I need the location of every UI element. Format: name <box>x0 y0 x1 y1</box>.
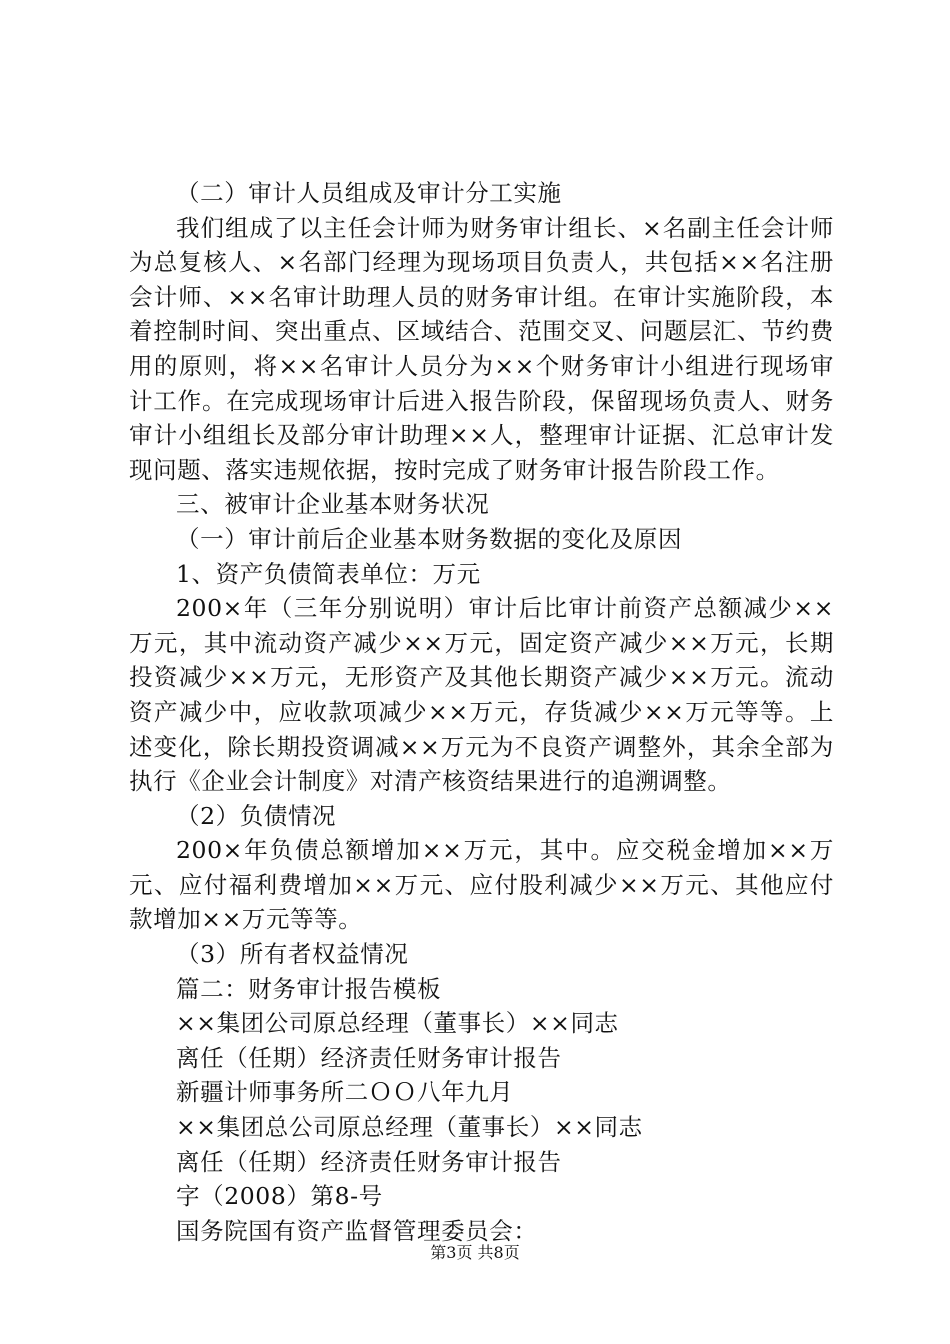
line-report-title-2: 离任（任期）经济责任财务审计报告 <box>176 1147 562 1176</box>
page-number-label: 第3页 共8页 <box>430 1243 520 1262</box>
page-footer <box>0 1243 950 1263</box>
line-document-number: 字（2008）第8-号 <box>176 1182 383 1211</box>
paragraph-assets: 200×年（三年分别说明）审计后比审计前资产总额减少××万元，其中流动资产减少××万元，固定资产减少××万元，长期投资减少××万元，无形资产及其他长期资产减少××万元。流动资产减少中，应收款项减少××万元，存货减少××万元等等。上述变化，除长期投资调减××万元为不良资产调整外，其余全部为执行《企业会计制度》对清产核资结果进行的追溯调整。 <box>129 594 834 796</box>
line-report-subject-1: ××集团公司原总经理（董事长）××同志 <box>176 1009 619 1038</box>
document-body <box>129 176 834 1248</box>
section-heading-audit-staff: （二）审计人员组成及审计分工实施 <box>176 179 562 207</box>
line-firm-date: 新疆计师事务所二ＯＯ八年九月 <box>176 1078 514 1107</box>
paragraph-liabilities: 200×年负债总额增加××万元，其中。应交税金增加××万元、应付福利费增加××万元、应付股利减少××万元、其他应付款增加××万元等等。 <box>129 836 834 934</box>
line-chapter-two-title: 篇二：财务审计报告模板 <box>176 974 442 1003</box>
line-addressee: 国务院国有资产监督管理委员会： <box>176 1216 538 1245</box>
section-heading-financial-status: 三、被审计企业基本财务状况 <box>176 490 490 519</box>
item-heading-liabilities: （2）负债情况 <box>176 801 337 830</box>
line-report-subject-2: ××集团总公司原总经理（董事长）××同志 <box>176 1113 643 1142</box>
subsection-heading-data-changes: （一）审计前后企业基本财务数据的变化及原因 <box>176 524 683 553</box>
item-heading-equity: （3）所有者权益情况 <box>176 940 409 969</box>
paragraph-audit-team: 我们组成了以主任会计师为财务审计组长、×名副主任会计师为总复核人、×名部门经理为现场项目负责人，共包括××名注册会计师、××名审计助理人员的财务审计组。在审计实施阶段，本着控制时间、突出重点、区域结合、范围交叉、问题层汇、节约费用的原则，将××名审计人员分为××个财务审计小组进行现场审计工作。在完成现场审计后进入报告阶段，保留现场负责人、财务审计小组组长及部分审计助理××人，整理审计证据、汇总审计发现问题、落实违规依据，按时完成了财务审计报告阶段工作。 <box>129 213 834 484</box>
line-report-title-1: 离任（任期）经济责任财务审计报告 <box>176 1043 562 1072</box>
item-heading-balance-sheet: 1、资产负债简表单位：万元 <box>176 559 481 588</box>
